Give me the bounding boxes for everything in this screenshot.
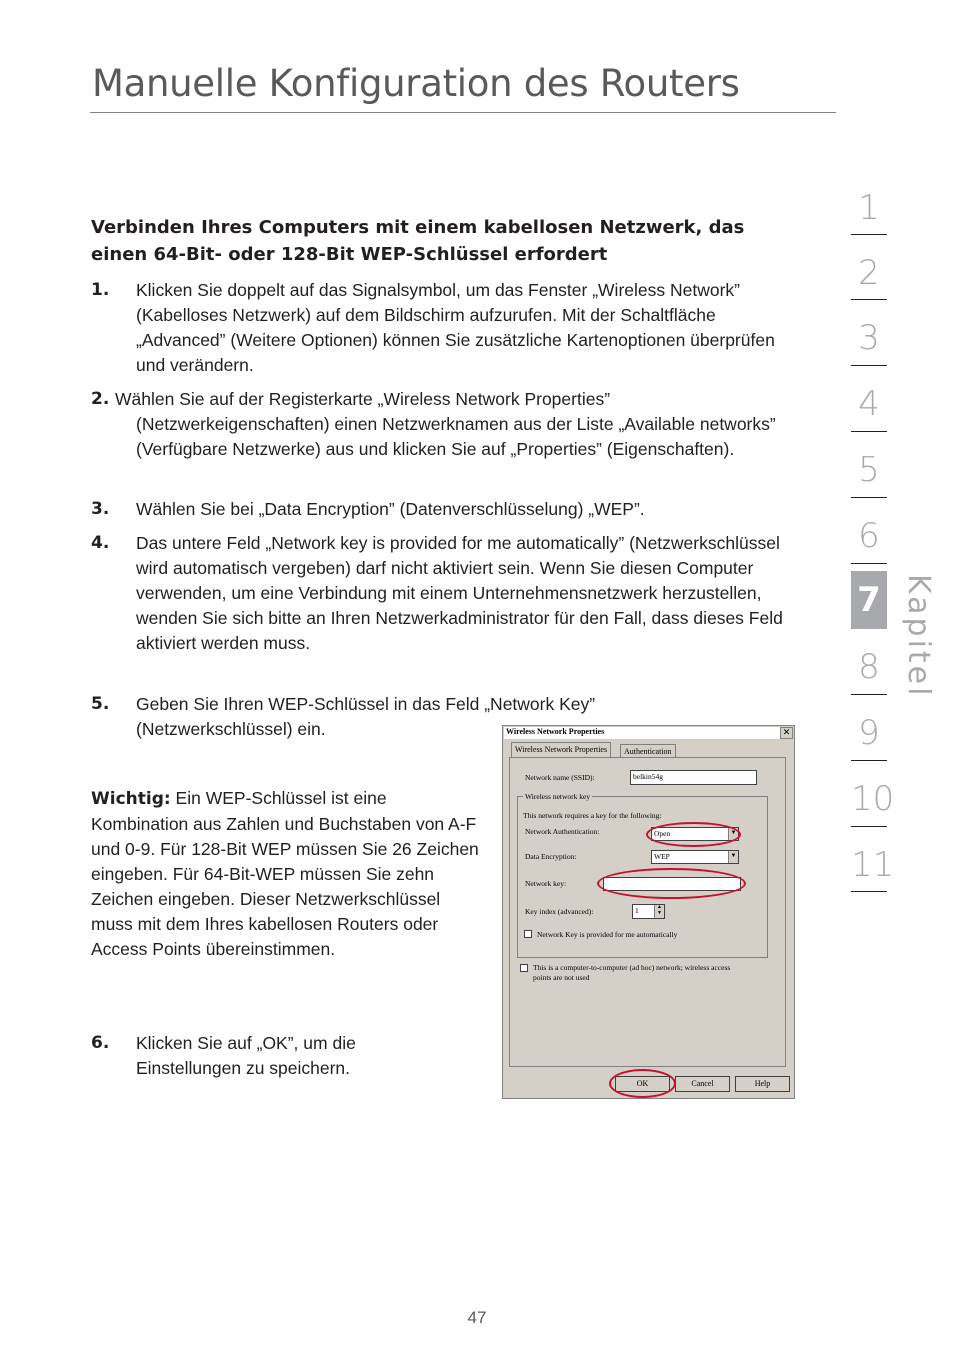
step-text: Das untere Feld „Network key is provided for me automatically” (Netzwerkschlüssel wird automatisch vergeben) darf nicht aktiviert sein. Wenn Sie diesen Computer verwenden, um eine Verbindung mit einem Unternehmensnetzwerk herzustellen, wenden Sie sich bitte an Ihren Netzwerkadministrator für den Fall, dass dieses Feld aktiviert werden muss. xyxy=(136,533,783,653)
step-text: Klicken Sie auf „OK”, um die Einstellungen zu speichern. xyxy=(136,1033,356,1078)
chapter-11[interactable]: 11 xyxy=(851,845,895,885)
step-text: Wählen Sie bei „Data Encryption” (Datenverschlüsselung) „WEP”. xyxy=(136,499,645,519)
adhoc-checkbox[interactable] xyxy=(520,964,528,972)
key-requirement-text: This network requires a key for the following: xyxy=(523,811,662,820)
close-icon[interactable]: ✕ xyxy=(780,727,793,739)
cancel-button[interactable]: Cancel xyxy=(675,1076,730,1092)
network-name-input[interactable]: belkin54g xyxy=(630,770,757,785)
chapter-1[interactable]: 1 xyxy=(858,188,880,228)
chapter-8[interactable]: 8 xyxy=(858,647,880,687)
note-text: Ein WEP-Schlüssel ist eine Kombination aus Zahlen und Buchstaben von A-F und 0-9. Für 128-Bit WEP müssen Sie 26 Zeichen eingeben. Für 64-Bit-WEP müssen Sie zehn Zeichen eingeben. Dieser Netzwerkschlüssel muss mit dem Ihres kabellosen Routers oder Access Points übereinstimmen. xyxy=(91,788,479,959)
chapter-9[interactable]: 9 xyxy=(858,713,880,753)
note-label: Wichtig: xyxy=(91,789,171,809)
dialog-title: Wireless Network Properties xyxy=(506,727,605,736)
step-number: 3. xyxy=(91,499,110,519)
tab-authentication[interactable]: Authentication xyxy=(620,744,676,758)
chapter-divider xyxy=(851,234,887,235)
chapter-7-active[interactable]: 7 xyxy=(851,571,887,629)
adhoc-label-line1: This is a computer-to-computer (ad hoc) network; wireless access xyxy=(533,963,731,972)
step-text: (Netzwerkeigenschaften) einen Netzwerknamen aus der Liste „Available networks” (Verfügbare Netzwerke) aus und klicken Sie auf „Properties” (Eigenschaften). xyxy=(136,414,776,459)
chapter-6[interactable]: 6 xyxy=(858,516,880,556)
adhoc-label-line2: points are not used xyxy=(533,973,590,982)
step-text-first-line: Wählen Sie auf der Registerkarte „Wireless Network Properties” xyxy=(115,389,611,409)
network-authentication-value: Open xyxy=(654,829,671,838)
help-button[interactable]: Help xyxy=(735,1076,790,1092)
highlight-ellipse-authentication xyxy=(646,822,741,847)
chapter-3[interactable]: 3 xyxy=(858,318,880,358)
section-heading-line2: einen 64-Bit- oder 128-Bit WEP-Schlüssel erfordert xyxy=(91,244,608,265)
step-number: 5. xyxy=(91,694,110,714)
chapter-divider xyxy=(851,299,887,300)
chapter-divider xyxy=(851,826,887,827)
chapter-divider xyxy=(851,891,887,892)
step-number: 4. xyxy=(91,533,110,553)
chapter-4[interactable]: 4 xyxy=(858,384,880,424)
chevron-down-icon[interactable]: ▼ xyxy=(728,851,738,863)
step-number: 1. xyxy=(91,280,110,300)
key-index-label: Key index (advanced): xyxy=(525,907,594,916)
spin-arrows-icon[interactable]: ▲ ▼ xyxy=(654,905,664,918)
section-heading xyxy=(91,214,791,268)
chapter-label: Kapitel xyxy=(901,574,936,699)
chapter-10[interactable]: 10 xyxy=(851,779,895,819)
step-text: Geben Sie Ihren WEP-Schlüssel in das Feld „Network Key” (Netzwerkschlüssel) ein. xyxy=(136,694,596,739)
key-index-value: 1 xyxy=(635,906,639,915)
section-heading-line1: Verbinden Ihres Computers mit einem kabellosen Netzwerk, das xyxy=(91,217,745,238)
data-encryption-label: Data Encryption: xyxy=(525,852,577,861)
data-encryption-value: WEP xyxy=(654,852,670,861)
important-note xyxy=(91,786,486,962)
chevron-down-icon[interactable]: ▼ xyxy=(728,828,738,840)
step-number: 2. xyxy=(91,389,110,409)
network-authentication-label: Network Authentication: xyxy=(525,827,600,836)
auto-key-label: Network Key is provided for me automatically xyxy=(537,930,678,939)
tab-wireless-network-properties[interactable]: Wireless Network Properties xyxy=(511,742,611,758)
chapter-divider xyxy=(851,431,887,432)
chapter-5[interactable]: 5 xyxy=(858,450,880,490)
chapter-2[interactable]: 2 xyxy=(858,253,880,293)
ok-button[interactable]: OK xyxy=(615,1076,670,1092)
step-text: Klicken Sie doppelt auf das Signalsymbol, um das Fenster „Wireless Network” (Kabelloses Netzwerk) auf dem Bildschirm aufzurufen. Mit der Schaltfläche „Advanced” (Weitere Optionen) können Sie zusätzliche Kartenoptionen überprüfen und verändern. xyxy=(136,280,775,375)
network-key-label: Network key: xyxy=(525,879,567,888)
chapter-divider xyxy=(851,760,887,761)
title-divider xyxy=(90,112,836,113)
chapter-divider xyxy=(851,563,887,564)
network-name-label: Network name (SSID): xyxy=(525,773,595,782)
wireless-key-group-title: Wireless network key xyxy=(525,792,591,801)
auto-key-checkbox[interactable] xyxy=(524,930,532,938)
wireless-network-properties-dialog xyxy=(502,725,795,1099)
highlight-ellipse-ok xyxy=(609,1069,676,1098)
key-index-stepper[interactable] xyxy=(632,904,665,919)
step-number: 6. xyxy=(91,1033,110,1053)
page-title: Manuelle Konfiguration des Routers xyxy=(92,62,740,105)
chapter-divider xyxy=(851,694,887,695)
chapter-divider xyxy=(851,365,887,366)
chapter-divider xyxy=(851,497,887,498)
page-number: 47 xyxy=(467,1308,487,1327)
highlight-ellipse-network-key xyxy=(597,868,746,899)
data-encryption-select[interactable] xyxy=(651,850,739,864)
